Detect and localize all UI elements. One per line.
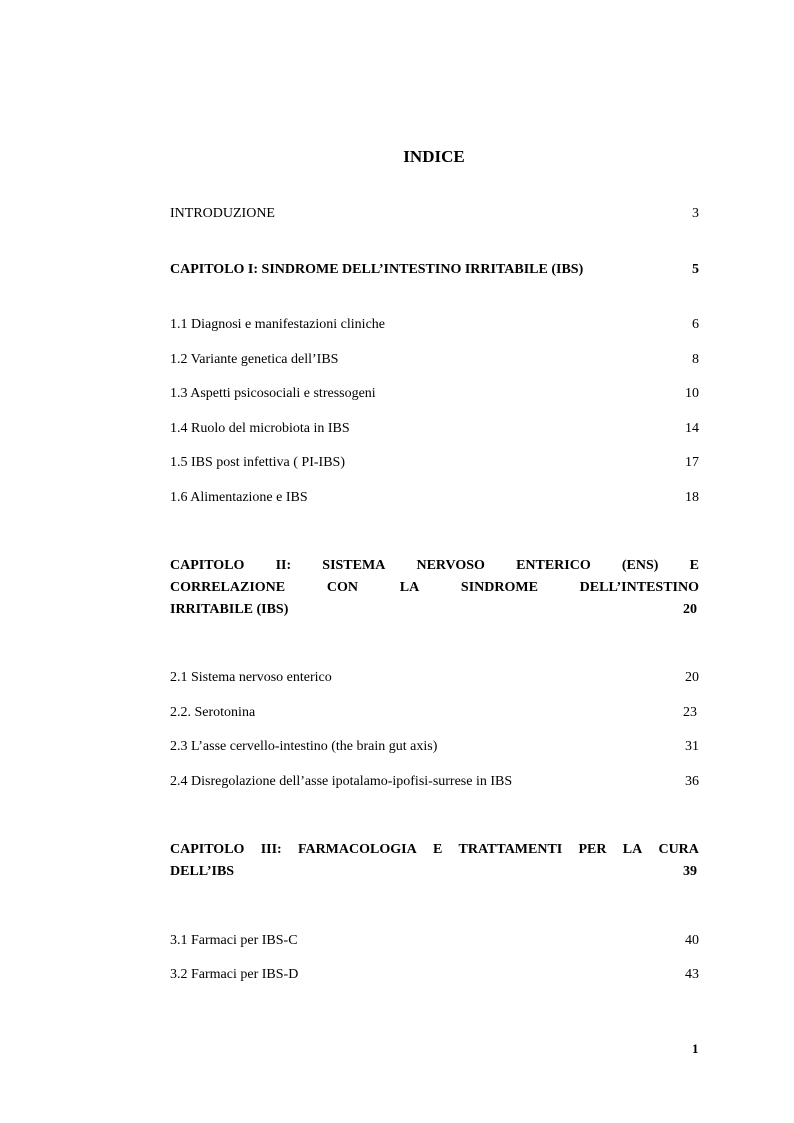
toc-entry-page: 20: [685, 670, 699, 685]
toc-word: NERVOSO: [416, 558, 485, 573]
toc-chapter-line: [170, 861, 699, 883]
toc-entry-page: 3: [692, 206, 699, 221]
toc-word: ENTERICO: [516, 558, 591, 573]
toc-word: E: [689, 558, 699, 573]
toc-chapter-label: DELL’IBS: [170, 864, 235, 879]
toc-word: III:: [260, 842, 282, 857]
toc-word: CON: [326, 580, 358, 595]
toc-entry-page: 18: [685, 490, 699, 505]
toc-chapter-page: 20: [683, 602, 697, 617]
toc-entry-label: 2.4 Disregolazione dell’asse ipotalamo-ipofisi-surrese in IBS: [170, 774, 513, 789]
toc-entry-label: 1.5 IBS post infettiva ( PI-IBS): [170, 455, 345, 470]
toc-chapter-2[interactable]: [170, 555, 699, 621]
toc-entry-page: 17: [685, 455, 699, 470]
toc-entry-label: 1.2 Variante genetica dell’IBS: [170, 352, 339, 367]
toc-word: LA: [622, 842, 643, 857]
toc-entry-page: 23: [683, 705, 697, 720]
toc-word: SISTEMA: [322, 558, 386, 573]
page-title: INDICE: [403, 147, 465, 166]
toc-entry-label: 2.2. Serotonina: [170, 705, 256, 720]
toc-entry-label: INTRODUZIONE: [170, 206, 275, 221]
toc-word: CURA: [658, 842, 699, 857]
toc-entry-label: 3.2 Farmaci per IBS-D: [170, 967, 299, 982]
toc-entry-label: 1.6 Alimentazione e IBS: [170, 490, 308, 505]
toc-entry-label: 2.3 L’asse cervello-intestino (the brain gut axis): [170, 739, 438, 754]
toc-word: TRATTAMENTI: [458, 842, 563, 857]
toc-word: CAPITOLO: [170, 842, 245, 857]
toc-entry-page: 10: [685, 386, 699, 401]
toc-chapter-label: CAPITOLO I: SINDROME DELL’INTESTINO IRRITABILE (IBS): [170, 262, 584, 277]
toc-chapter-line: [170, 555, 699, 577]
toc-word: II:: [275, 558, 292, 573]
toc-chapter-page: 5: [692, 262, 699, 277]
page-number: 1: [692, 1041, 699, 1056]
toc-word: PER: [578, 842, 607, 857]
toc-chapter-line: [170, 599, 699, 621]
toc-entry-label: 1.1 Diagnosi e manifestazioni cliniche: [170, 317, 385, 332]
toc-entry-page: 14: [685, 421, 699, 436]
toc-word: FARMACOLOGIA: [297, 842, 417, 857]
toc-word: CAPITOLO: [170, 558, 245, 573]
toc-word: CORRELAZIONE: [170, 580, 286, 595]
toc-word: DELL’INTESTINO: [579, 580, 699, 595]
toc-chapter-3[interactable]: [170, 839, 699, 883]
toc-chapter-line: [170, 839, 699, 861]
toc-word: E: [432, 842, 443, 857]
toc-entry-label: 2.1 Sistema nervoso enterico: [170, 670, 332, 685]
toc-chapter-page: 39: [683, 864, 697, 879]
toc-word: SINDROME: [460, 580, 538, 595]
toc-entry-page: 31: [685, 739, 699, 754]
toc-entry-label: 1.4 Ruolo del microbiota in IBS: [170, 421, 350, 436]
toc-word: LA: [399, 580, 420, 595]
toc-entry-page: 36: [685, 774, 699, 789]
toc-entry-label: 1.3 Aspetti psicosociali e stressogeni: [170, 386, 376, 401]
toc-entry-label: 3.1 Farmaci per IBS-C: [170, 933, 298, 948]
toc-entry-page: 40: [685, 933, 699, 948]
toc-entry-page: 6: [692, 317, 699, 332]
toc-chapter-line: [170, 577, 699, 599]
toc-entry-page: 8: [692, 352, 699, 367]
toc-entry-page: 43: [685, 967, 699, 982]
toc-word: (ENS): [621, 558, 659, 573]
toc-chapter-label: IRRITABILE (IBS): [170, 602, 289, 617]
